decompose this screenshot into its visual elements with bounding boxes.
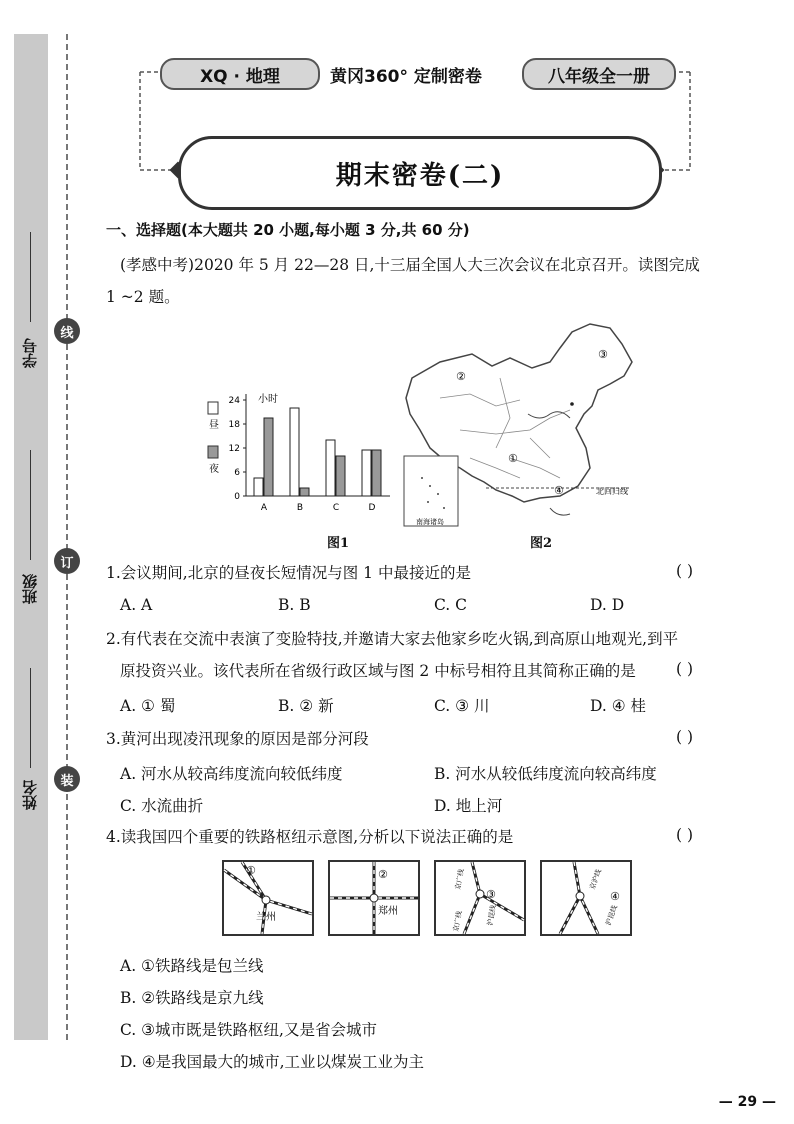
- figure1-bar-chart: [200, 388, 400, 518]
- beijing-dot: [570, 402, 574, 406]
- rail-marker: ③: [486, 888, 496, 901]
- x-tick-label: C: [332, 503, 340, 513]
- legend-day-swatch: [208, 402, 218, 414]
- rail-marker: ①: [246, 864, 256, 877]
- rail-line-label: 京广线: [454, 868, 466, 891]
- option-3a: A. 河水从较高纬度流向较低纬度: [120, 765, 343, 783]
- figure1-caption: 图1: [327, 536, 350, 551]
- student-id-label: 学号: [21, 338, 39, 368]
- bar-C-夜: [336, 456, 345, 496]
- option-1b: B. B: [278, 596, 311, 614]
- question-3: [106, 728, 369, 750]
- intro-line-2: 1 ~2 题。: [106, 288, 180, 306]
- option-4a: A. ①铁路线是包兰线: [120, 957, 264, 975]
- figure2-caption: 图2: [530, 536, 553, 551]
- question-4: [106, 826, 513, 848]
- option-1a: A. A: [120, 596, 153, 614]
- intro-line-1: (孝感中考)2020 年 5 月 22—28 日,十三届全国人大三次会议在北京召开。读图完成: [120, 256, 700, 274]
- bind-marker: 订: [54, 548, 80, 574]
- x-tick-label: A: [260, 503, 268, 513]
- y-tick-label: 24: [228, 396, 240, 406]
- rail-hub-4: [540, 860, 632, 936]
- x-tick-label: B: [296, 503, 304, 513]
- answer-paren-4[interactable]: ( ): [676, 826, 694, 844]
- figure2-china-map: [400, 318, 640, 530]
- chart-ylabel: 小时: [258, 394, 278, 405]
- bar-B-夜: [300, 488, 309, 496]
- bar-D-夜: [372, 450, 381, 496]
- option-4d: D. ④是我国最大的城市,工业以煤炭工业为主: [120, 1053, 425, 1071]
- y-tick-label: 6: [234, 468, 240, 478]
- bar-D-昼: [362, 450, 371, 496]
- seal-marker: 装: [54, 766, 80, 792]
- question-stem: 有代表在交流中表演了变脸特技,并邀请大家去他家乡吃火锅,到高原山地观光,到平: [120, 630, 679, 648]
- question-stem: 读我国四个重要的铁路枢纽示意图,分析以下说法正确的是: [120, 828, 514, 846]
- rail-marker: ②: [378, 868, 388, 881]
- section-heading: 一、选择题(本大题共 20 小题,每小题 3 分,共 60 分): [106, 221, 470, 239]
- bar-C-昼: [326, 440, 335, 496]
- question-stem: 会议期间,北京的昼夜长短情况与图 1 中最接近的是: [120, 564, 471, 582]
- option-3c: C. 水流曲折: [120, 797, 204, 815]
- y-tick-label: 12: [228, 444, 240, 454]
- rail-line-label: 京广线: [452, 910, 464, 933]
- question-number: 3.: [106, 730, 121, 748]
- inset-label: 南海诸岛: [416, 518, 444, 526]
- name-line: [30, 668, 31, 768]
- rail-line-label: 沪昆线: [486, 904, 498, 927]
- option-2b: B. ② 新: [278, 697, 334, 715]
- answer-paren-3[interactable]: ( ): [676, 728, 694, 746]
- subject-pill: XQ · 地理: [160, 58, 320, 90]
- bar-A-昼: [254, 478, 263, 496]
- class-line: [30, 450, 31, 560]
- option-2d: D. ④ 桂: [590, 697, 647, 715]
- y-tick-label: 18: [228, 420, 240, 430]
- south-sea-inset: [404, 456, 458, 526]
- class-label: 班级: [21, 574, 39, 604]
- option-2a: A. ① 蜀: [120, 697, 176, 715]
- question-2: [106, 628, 678, 650]
- map-marker-3: ③: [598, 348, 608, 361]
- tropic-label: 北回归线: [596, 487, 628, 496]
- option-4b: B. ②铁路线是京九线: [120, 989, 264, 1007]
- rail-hub-1: [222, 860, 314, 936]
- rail-city-zhengzhou: 郑州: [378, 906, 398, 917]
- rail-hub-2: [328, 860, 420, 936]
- answer-paren-1[interactable]: ( ): [676, 562, 694, 580]
- question-stem: 黄河出现凌汛现象的原因是部分河段: [120, 730, 369, 748]
- map-marker-2: ②: [456, 370, 466, 383]
- question-2-line-2: 原投资兴业。该代表所在省级行政区域与图 2 中标号相符且其简称正确的是: [120, 662, 636, 680]
- rail-city-lanzhou: 兰州: [256, 912, 276, 923]
- name-label: 姓名: [21, 780, 39, 810]
- rail-hub-3: [434, 860, 526, 936]
- page-number: — 29 —: [718, 1094, 776, 1110]
- legend-night-label: 夜: [209, 464, 219, 475]
- option-1d: D. D: [590, 596, 625, 614]
- option-3b: B. 河水从较低纬度流向较高纬度: [434, 765, 657, 783]
- student-id-line: [30, 232, 31, 322]
- option-2c: C. ③ 川: [434, 697, 490, 715]
- question-number: 1.: [106, 564, 121, 582]
- question-number: 4.: [106, 828, 121, 846]
- map-marker-4: ④: [554, 484, 564, 497]
- page-title: 期末密卷(二): [178, 136, 662, 210]
- rail-line-label: 沪昆线: [604, 904, 620, 927]
- option-3d: D. 地上河: [434, 797, 503, 815]
- x-tick-label: D: [368, 503, 376, 513]
- answer-paren-2[interactable]: ( ): [676, 660, 694, 678]
- legend-night-swatch: [208, 446, 218, 458]
- grade-pill: 八年级全一册: [522, 58, 676, 90]
- legend-day-label: 昼: [209, 420, 219, 431]
- map-marker-1: ①: [508, 452, 518, 465]
- option-1c: C. C: [434, 596, 468, 614]
- option-4c: C. ③城市既是铁路枢纽,又是省会城市: [120, 1021, 377, 1039]
- question-number: 2.: [106, 630, 121, 648]
- y-tick-label: 0: [234, 492, 240, 502]
- series-title: 黄冈360° 定制密卷: [330, 67, 482, 87]
- rail-marker: ④: [610, 890, 620, 903]
- bar-A-夜: [264, 418, 273, 496]
- bar-B-昼: [290, 408, 299, 496]
- question-1: [106, 562, 471, 584]
- line-marker: 线: [54, 318, 80, 344]
- rail-line-label: 京沪线: [588, 868, 604, 891]
